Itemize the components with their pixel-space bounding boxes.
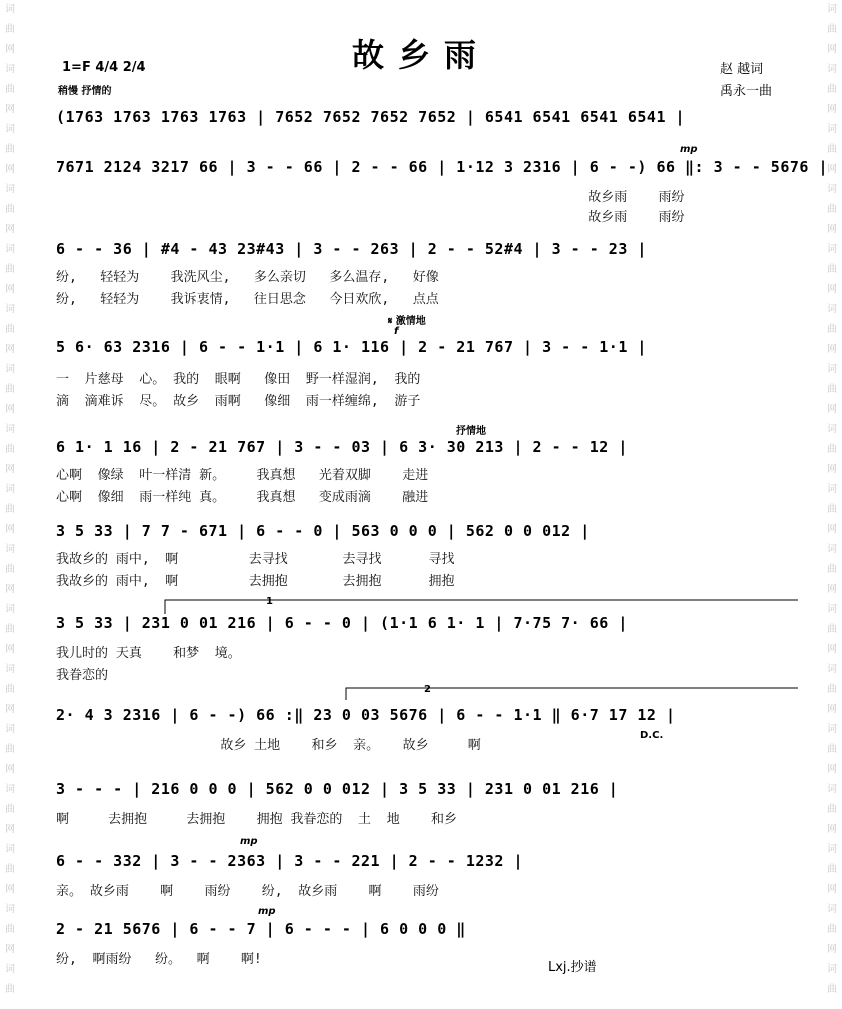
watermark-char: 网 [827,884,837,895]
lyricist-credit: 赵 越词 [720,62,764,77]
watermark-char: 网 [5,704,15,715]
watermark-char: 词 [5,244,15,255]
watermark-char: 网 [827,644,837,655]
notation-row-11: 2 - 21 5676 | 6 - - 7 | 6 - - - | 6 0 0 0 ‖ [56,920,466,938]
notation-row-1: (1763 1763 1763 1763 | 7652 7652 7652 7652 | 6541 6541 6541 6541 | [56,108,686,126]
lyrics-row-4-verse-2: 滴 滴难诉 尽。 故乡 雨啊 像细 雨一样缠绵, 游子 [56,394,421,409]
watermark-char: 曲 [5,264,15,275]
watermark-char: 词 [5,364,15,375]
lyrics-row-6-verse-1: 我故乡的 雨中, 啊 去寻找 去寻找 寻找 [56,552,455,567]
watermark-char: 网 [5,824,15,835]
watermark-char: 网 [5,344,15,355]
watermark-char: 曲 [827,84,837,95]
watermark-char: 曲 [5,84,15,95]
watermark-char: 词 [5,604,15,615]
watermark-char: 曲 [827,384,837,395]
watermark-char: 曲 [827,24,837,35]
watermark-char: 曲 [5,684,15,695]
notation-row-10: 6 - - 332 | 3 - - 2363 | 3 - - 221 | 2 - - 1232 | [56,852,524,870]
watermark-char: 词 [827,784,837,795]
watermark-char: 词 [5,4,15,15]
watermark-char: 曲 [827,264,837,275]
watermark-char: 词 [827,724,837,735]
watermark-char: 词 [827,304,837,315]
watermark-char: 网 [5,584,15,595]
watermark-char: 曲 [827,984,837,995]
tempo-marking: 稍慢 抒情的 [58,86,112,97]
watermark-char: 曲 [827,864,837,875]
watermark-char: 曲 [5,804,15,815]
watermark-char: 词 [827,904,837,915]
lyrics-row-7-verse-1: 我儿时的 天真 和梦 境。 [56,646,241,661]
watermark-char: 网 [827,344,837,355]
lyrics-row-5-verse-1: 心啊 像绿 叶一样清 新。 我真想 光着双脚 走进 [56,468,429,483]
watermark-char: 曲 [827,504,837,515]
watermark-char: 词 [827,124,837,135]
watermark-char: 曲 [827,144,837,155]
watermark-char: 网 [5,224,15,235]
lyrics-row-3-verse-1: 纷, 轻轻为 我洗风尘, 多么亲切 多么温存, 好像 [56,270,439,285]
watermark-char: 网 [5,284,15,295]
watermark-char: 曲 [5,984,15,995]
watermark-char: 词 [827,424,837,435]
watermark-char: 词 [827,4,837,15]
lyrics-row-4-verse-1: 一 片慈母 心。 我的 眼啊 像田 野一样湿润, 我的 [56,372,421,387]
volta-2-label: 2 [424,684,431,695]
watermark-char: 曲 [5,924,15,935]
dynamic-forte: f [394,326,399,337]
watermark-char: 词 [827,244,837,255]
lyrics-row-10-verse-1: 亲。 故乡雨 啊 雨纷 纷, 故乡雨 啊 雨纷 [56,884,439,899]
watermark-char: 词 [5,664,15,675]
watermark-char: 词 [5,784,15,795]
watermark-char: 曲 [827,804,837,815]
watermark-char: 词 [5,724,15,735]
notation-row-7: 3 5 33 | 231 0 01 216 | 6 - - 0 | (1·1 6 1· 1 | 7·75 7· 66 | [56,614,628,632]
notation-row-8: 2· 4 3 2316 | 6 - -) 66 :‖ 23 0 03 5676 | 6 - - 1·1 ‖ 6·7 17 12 | [56,706,676,724]
lyrical-marking: 抒情地 [456,426,486,437]
watermark-char: 网 [5,404,15,415]
watermark-char: 网 [5,44,15,55]
watermark-char: 词 [827,364,837,375]
watermark-char: 词 [827,484,837,495]
dynamic-mp-1: mp [680,144,698,155]
watermark-char: 网 [827,584,837,595]
watermark-char: 词 [5,304,15,315]
watermark-char: 词 [5,904,15,915]
watermark-char: 曲 [5,384,15,395]
dc-marking: D.C. [640,730,664,741]
watermark-char: 词 [827,844,837,855]
watermark-char: 曲 [827,624,837,635]
lyrics-row-5-verse-2: 心啊 像细 雨一样纯 真。 我真想 变成雨滴 融进 [56,490,429,505]
notation-row-9: 3 - - - | 216 0 0 0 | 562 0 0 012 | 3 5 33 | 231 0 01 216 | [56,780,619,798]
composer-credit: 禹永一曲 [720,84,773,99]
watermark-char: 网 [827,404,837,415]
key-signature: 1=F 4/4 2/4 [62,60,146,75]
watermark-char: 曲 [5,864,15,875]
watermark-char: 词 [5,424,15,435]
dynamic-mp-2: mp [240,836,258,847]
watermark-char: 网 [827,764,837,775]
watermark-char: 网 [5,884,15,895]
watermark-char: 曲 [5,504,15,515]
dynamic-mp-3: mp [258,906,276,917]
watermark-char: 词 [5,964,15,975]
watermark-char: 网 [827,524,837,535]
watermark-char: 网 [827,104,837,115]
watermark-char: 网 [5,644,15,655]
watermark-char: 词 [827,64,837,75]
watermark-char: 词 [5,484,15,495]
notation-row-4: 5 6· 63 2316 | 6 - - 1·1 | 6 1· 116 | 2 - 21 767 | 3 - - 1·1 | [56,338,647,356]
watermark-char: 曲 [5,444,15,455]
notation-row-2: 7671 2124 3217 66 | 3 - - 66 | 2 - - 66 | 1·12 3 2316 | 6 - -) 66 ‖: 3 - - 5676 | [56,158,828,176]
watermark-char: 词 [5,544,15,555]
watermark-char: 网 [827,224,837,235]
watermark-char: 网 [5,944,15,955]
watermark-char: 词 [5,64,15,75]
watermark-char: 网 [5,764,15,775]
watermark-char: 网 [827,944,837,955]
watermark-char: 词 [827,184,837,195]
watermark-char: 网 [827,164,837,175]
watermark-char: 曲 [5,624,15,635]
watermark-char: 网 [827,704,837,715]
watermark-char: 网 [5,164,15,175]
watermark-char: 词 [5,844,15,855]
watermark-char: 曲 [827,204,837,215]
watermark-char: 曲 [5,144,15,155]
watermark-char: 网 [5,464,15,475]
notation-row-6: 3 5 33 | 7 7 - 671 | 6 - - 0 | 563 0 0 0 | 562 0 0 012 | [56,522,590,540]
watermark-char: 曲 [827,744,837,755]
notation-row-5: 6 1· 1 16 | 2 - 21 767 | 3 - - 03 | 6 3· 30 213 | 2 - - 12 | [56,438,628,456]
lyrics-row-2-verse-1: 故乡雨 雨纷 [56,190,685,205]
lyrics-row-9-verse-1: 啊 去拥抱 去拥抱 拥抱 我眷恋的 土 地 和乡 [56,812,458,827]
watermark-char: 网 [5,524,15,535]
watermark-char: 曲 [827,564,837,575]
watermark-char: 曲 [5,24,15,35]
lyrics-row-11-verse-1: 纷, 啊雨纷 纷。 啊 啊! [56,952,262,967]
lyrics-row-3-verse-2: 纷, 轻轻为 我诉衷情, 往日思念 今日欢欣, 点点 [56,292,439,307]
watermark-char: 词 [827,604,837,615]
segno-marking: 𝄋 激情地 [388,316,426,327]
watermark-char: 曲 [827,324,837,335]
watermark-char: 曲 [827,444,837,455]
transcriber-credit: Lxj.抄谱 [548,960,597,975]
lyrics-row-2-verse-2: 故乡雨 雨纷 [56,210,685,225]
watermark-char: 词 [827,544,837,555]
watermark-char: 曲 [5,564,15,575]
watermark-char: 词 [5,124,15,135]
watermark-char: 网 [827,464,837,475]
song-title: 故乡雨 [351,36,490,74]
watermark-char: 词 [5,184,15,195]
volta-1-label: 1 [266,596,273,607]
watermark-char: 网 [827,44,837,55]
watermark-char: 词 [827,664,837,675]
watermark-char: 网 [827,284,837,295]
watermark-char: 网 [827,824,837,835]
watermark-char: 词 [827,964,837,975]
watermark-char: 曲 [5,324,15,335]
watermark-char: 曲 [5,204,15,215]
watermark-char: 曲 [827,924,837,935]
watermark-char: 曲 [827,684,837,695]
notation-row-3: 6 - - 36 | #4 - 43 23#43 | 3 - - 263 | 2 - - 52#4 | 3 - - 23 | [56,240,647,258]
watermark-char: 网 [5,104,15,115]
watermark-char: 曲 [5,744,15,755]
lyrics-row-7-verse-2: 我眷恋的 [56,668,109,683]
lyrics-row-8-verse-1: 故乡 土地 和乡 亲。 故乡 啊 [56,738,481,753]
lyrics-row-6-verse-2: 我故乡的 雨中, 啊 去拥抱 去拥抱 拥抱 [56,574,455,589]
